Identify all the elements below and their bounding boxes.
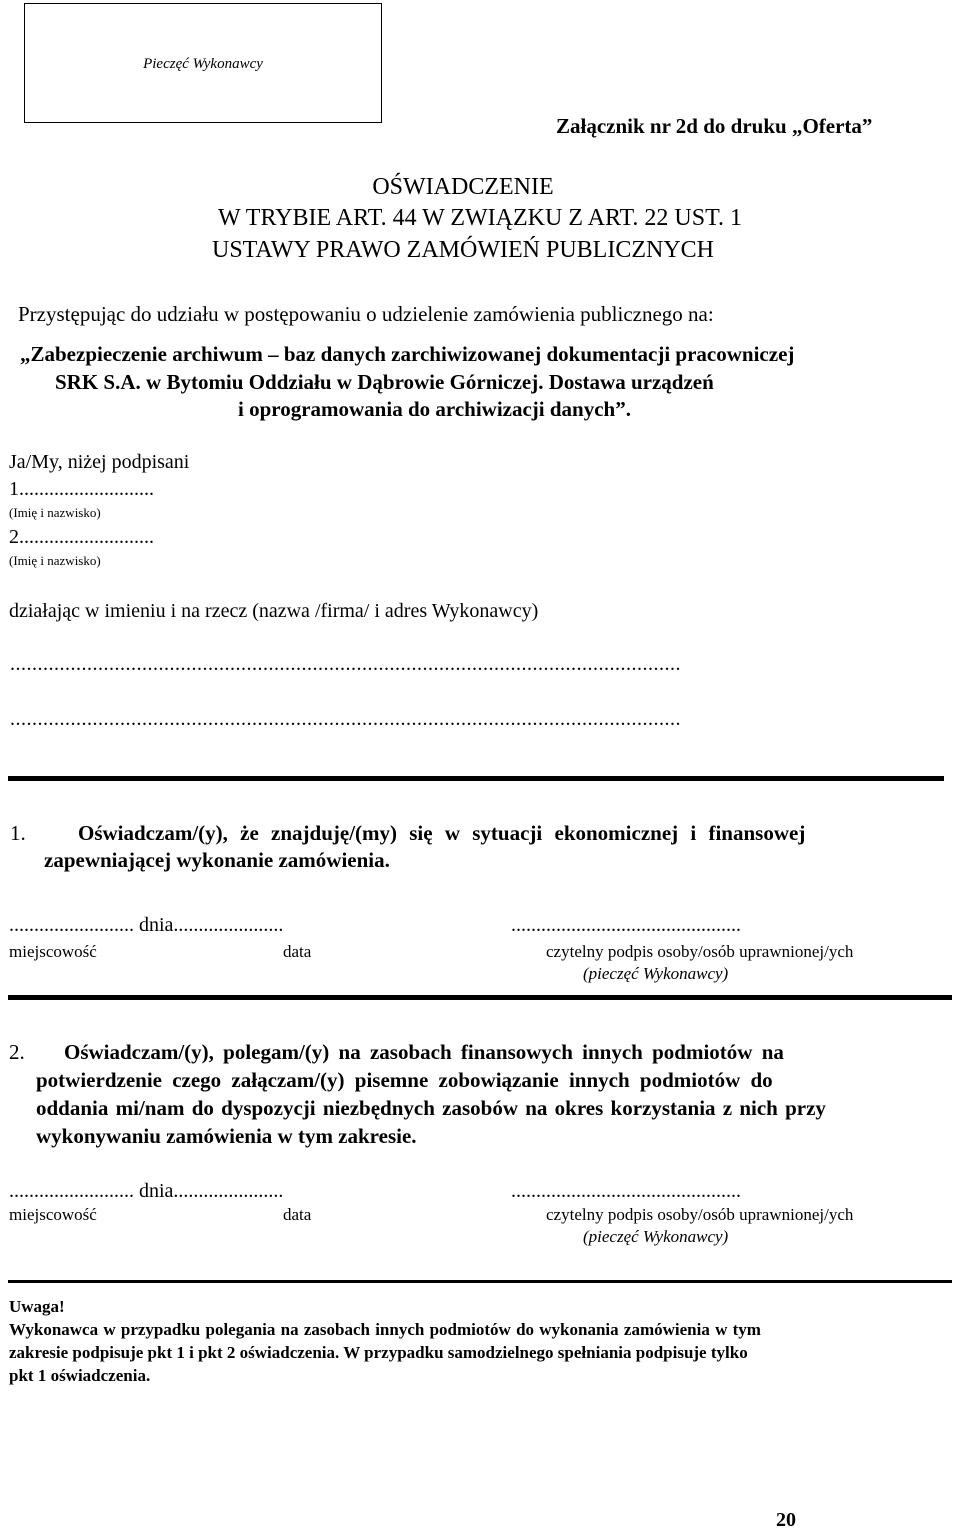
contractor-name-field-2[interactable]: .......................................................................................................................... (10, 708, 681, 730)
attachment-label: Załącznik nr 2d do druku „Oferta” (556, 114, 873, 138)
contractor-stamp-box (24, 3, 382, 123)
signatories-header: Ja/My, niżej podpisani (9, 451, 190, 473)
place-label-2: miejscowość (9, 1205, 97, 1224)
declaration-2-line-1: Oświadczam/(y), polegam/(y) na zasobach finansowych innych podmiotów na (64, 1040, 784, 1064)
intro-text: Przystępując do udziału w postępowaniu o udzielenie zamówienia publicznego na: (18, 302, 714, 326)
declaration-2-line-4: wykonywaniu zamówienia w tym zakresie. (36, 1124, 417, 1148)
subject-line-1: „Zabezpieczenie archiwum – baz danych zarchiwizowanej dokumentacji pracowniczej (20, 342, 795, 366)
page-number: 20 (776, 1509, 796, 1531)
stamp-label: Pieczęć Wykonawcy (143, 56, 263, 72)
signatory-1-caption: (Imię i nazwisko) (9, 505, 101, 520)
contractor-name-field-1[interactable]: .......................................................................................................................... (10, 653, 681, 675)
section-divider (8, 995, 952, 1000)
title-line-3: USTAWY PRAWO ZAMÓWIEŃ PUBLICZNYCH (212, 237, 714, 263)
declaration-2-number: 2. (9, 1040, 25, 1064)
title-line-1: OŚWIADCZENIE (372, 174, 554, 200)
note-line-2: zakresie podpisuje pkt 1 i pkt 2 oświadczenia. W przypadku samodzielnego spełniania podpisuje tylko (9, 1343, 748, 1362)
signature-field-1[interactable]: .............................................. (511, 914, 741, 936)
signatory-1-field[interactable]: 1........................... (9, 478, 154, 500)
note-title: Uwaga! (9, 1297, 65, 1316)
place-date-field-2[interactable]: ......................... dnia...................... (9, 1180, 284, 1202)
signatory-2-caption: (Imię i nazwisko) (9, 553, 101, 568)
date-label-2: data (283, 1205, 312, 1224)
note-line-1: Wykonawca w przypadku polegania na zasobach innych podmiotów do wykonania zamówienia w tym (9, 1320, 761, 1339)
section-divider (8, 776, 944, 781)
declaration-1-number: 1. (10, 821, 26, 845)
title-line-2: W TRYBIE ART. 44 W ZWIĄZKU Z ART. 22 UST. 1 (218, 205, 742, 231)
declaration-2-line-3: oddania mi/nam do dyspozycji niezbędnych zasobów na okres korzystania z nich przy (36, 1096, 826, 1120)
signature-field-2[interactable]: .............................................. (511, 1180, 741, 1202)
signature-label-1: czytelny podpis osoby/osób uprawnionej/ych (546, 942, 854, 961)
declaration-2-line-2: potwierdzenie czego załączam/(y) pisemne zobowiązanie innych podmiotów do (36, 1068, 773, 1092)
stamp-caption-1: (pieczęć Wykonawcy) (583, 964, 729, 983)
date-label-1: data (283, 942, 312, 961)
place-date-field-1[interactable]: ......................... dnia...................... (9, 914, 284, 936)
stamp-caption-2: (pieczęć Wykonawcy) (583, 1227, 729, 1246)
subject-line-2: SRK S.A. w Bytomiu Oddziału w Dąbrowie Górniczej. Dostawa urządzeń (55, 370, 714, 394)
acting-on-behalf-text: działając w imieniu i na rzecz (nazwa /firma/ i adres Wykonawcy) (9, 600, 539, 622)
note-line-3: pkt 1 oświadczenia. (9, 1366, 151, 1385)
subject-line-3: i oprogramowania do archiwizacji danych”. (238, 397, 631, 421)
signature-label-2: czytelny podpis osoby/osób uprawnionej/ych (546, 1205, 854, 1224)
declaration-1-line-2: zapewniającej wykonanie zamówienia. (44, 848, 390, 872)
place-label-1: miejscowość (9, 942, 97, 961)
declaration-1-line-1: Oświadczam/(y), że znajduję/(my) się w sytuacji ekonomicznej i finansowej (78, 821, 806, 845)
signatory-2-field[interactable]: 2........................... (9, 526, 154, 548)
section-divider (8, 1280, 952, 1283)
